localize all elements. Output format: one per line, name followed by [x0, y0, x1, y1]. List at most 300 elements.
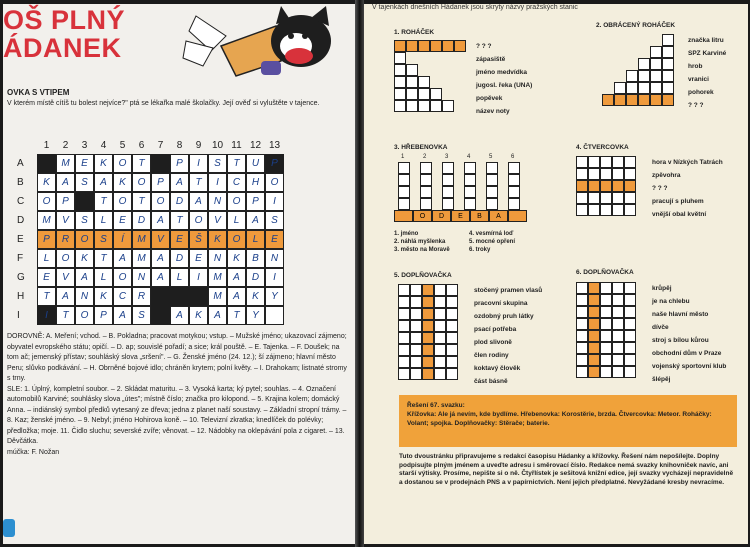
doplnovacka-5-cell: [434, 368, 446, 380]
row-letter: G: [17, 272, 25, 283]
ctvercovka-cell: [600, 204, 612, 216]
clue-label: koktavý člověk: [474, 365, 521, 372]
crossword-cell: A: [227, 287, 246, 306]
doplnovacka-5-cell: [422, 320, 434, 332]
crossword-cell: S: [132, 306, 151, 325]
page-gutter: [355, 0, 364, 547]
crossword-cell: P: [37, 230, 56, 249]
crossword-cell: A: [170, 173, 189, 192]
clue-label: 4. vesmírná loď: [469, 231, 514, 237]
comb-cell: [398, 174, 410, 186]
crossword-cell: V: [56, 268, 75, 287]
rohacek-cell: [454, 64, 466, 76]
section-4-labels: [652, 156, 723, 221]
reverse-rohacek-cell: [626, 82, 638, 94]
title-line-1: OŠ PLNÝ: [3, 5, 126, 35]
crossword-cell: Y: [246, 306, 265, 325]
comb-cell: [442, 198, 454, 210]
rohacek-cell: [454, 76, 466, 88]
doplnovacka-5-cell: [398, 356, 410, 368]
crossword-cell: K: [94, 287, 113, 306]
doplnovacka-5-cell: [422, 368, 434, 380]
ctvercovka-cell: [576, 204, 588, 216]
doplnovacka-6-cell: [624, 294, 636, 306]
section-2-title: 2. OBRÁCENÝ ROHÁČEK: [596, 22, 676, 29]
rohacek-cell: [430, 100, 442, 112]
doplnovacka-5-cell: [398, 284, 410, 296]
doplnovacka-6-cell: [588, 282, 600, 294]
comb-cell: [420, 162, 432, 174]
crossword-cell: O: [113, 268, 132, 287]
solution-title: Řešení 67. svazku:: [407, 402, 465, 409]
crossword-cell: K: [94, 154, 113, 173]
crossword-cell: O: [56, 249, 75, 268]
crossword-cell: M: [37, 211, 56, 230]
reverse-rohacek-cell: [626, 34, 638, 46]
clue-label: jugosl. řeka (UNA): [476, 82, 533, 89]
rohacek-cell: [418, 76, 430, 88]
clue-label: ? ? ?: [688, 102, 704, 109]
crossword-cell: Š: [189, 230, 208, 249]
doplnovacka-6-cell: [600, 318, 612, 330]
rohacek-cell: [442, 88, 454, 100]
doplnovacka-5-cell: [446, 308, 458, 320]
crossword-cell: T: [227, 154, 246, 173]
crossword-cell: N: [132, 268, 151, 287]
reverse-rohacek-cell: [650, 58, 662, 70]
ctvercovka-cell: [588, 204, 600, 216]
crossword-cell: O: [37, 192, 56, 211]
crossword-cell: A: [56, 287, 75, 306]
doplnovacka-6-cell: [612, 366, 624, 378]
reverse-rohacek-cell: [638, 58, 650, 70]
crossword-cell: A: [189, 192, 208, 211]
ctvercovka-cell: [612, 180, 624, 192]
doplnovacka-6-cell: [624, 354, 636, 366]
crossword-cell: D: [170, 249, 189, 268]
comb-bottom-cell: [508, 210, 527, 222]
section-3-title: 3. HŘEBENOVKA: [394, 144, 448, 151]
ctvercovka-cell: [624, 204, 636, 216]
clue-label: 3. město na Moravě: [394, 247, 450, 253]
crossword-cell: S: [94, 230, 113, 249]
crossword-cell: [151, 154, 170, 173]
ctvercovka-cell: [624, 156, 636, 168]
section-6-title: 6. DOPLŇOVAČKA: [576, 269, 634, 276]
clue-label: 1. jméno: [394, 231, 419, 237]
section-4-grid: [576, 156, 636, 216]
clue-label: značka litru: [688, 37, 724, 44]
ctvercovka-cell: [624, 192, 636, 204]
crossword-cell: H: [246, 173, 265, 192]
rohacek-cell: [442, 76, 454, 88]
crossword-cell: O: [265, 173, 284, 192]
clue-label: zápasiště: [476, 56, 506, 63]
comb-bottom-cell: A: [489, 210, 508, 222]
crossword-cell: P: [265, 154, 284, 173]
doplnovacka-6-cell: [612, 294, 624, 306]
doplnovacka-6-cell: [588, 294, 600, 306]
comb-cell: [508, 174, 520, 186]
reverse-rohacek-cell: [638, 70, 650, 82]
rohacek-cell: [430, 64, 442, 76]
rohacek-cell: [430, 52, 442, 64]
reverse-rohacek-cell: [602, 70, 614, 82]
crossword-cell: Í: [113, 230, 132, 249]
comb-column-number: 5: [489, 154, 493, 160]
crossword-cell: D: [246, 268, 265, 287]
rohacek-cell: [406, 100, 418, 112]
reverse-rohacek-cell: [650, 34, 662, 46]
crossword-cell: T: [94, 192, 113, 211]
crossword-cell: K: [37, 173, 56, 192]
crossword-cell: N: [265, 249, 284, 268]
vertical-clues: SLE: 1. Úplný, kompletní soubor. – 2. Skládat maturitu. – 3. Vysoká karta; ký pytel; souhlas. – 4. Označení automobilů Karviné; souhlásky slova „útes"; místně číslo; značka pro kilopond. – 5. Krajina kolem; domácký Anna. – indiánský symbol předků vytesaný ze dřeva; jedna z planet naší soustavy. – Základní stropní trámy. – 8. Kaz; ženské jméno. – 9. Nebyl; jméno Hohirova koně. – 10. Televizní zkratka; knedlíček do polévky; předložka; moje. 11. Čidlo sluchu; severské zvíře; věnovat. – 12. Nádobky na oklepávání pola z cigaret. – 13. Děvčátka.: [7, 385, 347, 445]
rohacek-cell: [394, 76, 406, 88]
crossword-cell: I: [189, 154, 208, 173]
crossword-cell: M: [132, 249, 151, 268]
reverse-rohacek-cell: [638, 82, 650, 94]
crossword-cell: T: [56, 306, 75, 325]
crossword-cell: B: [246, 249, 265, 268]
comb-cell: [464, 174, 476, 186]
section-6-grid: [576, 282, 636, 378]
crossword-cell: O: [75, 306, 94, 325]
doplnovacka-6-cell: [612, 282, 624, 294]
right-top-line: V tajenkách dnešních Hádanek jsou skryty názvy pražských stanic: [372, 4, 578, 11]
doplnovacka-6-cell: [588, 342, 600, 354]
crossword-cell: [37, 154, 56, 173]
clue-label: pracují s pluhem: [652, 198, 704, 205]
crossword-intro: V kterém místě cítíš tu bolest nejvíce?" ptá se lékařka malé školačky. Její ověď si vyluštěte v tajence.: [7, 100, 320, 107]
clue-label: ? ? ?: [652, 185, 668, 192]
crossword-cell: A: [246, 211, 265, 230]
crossword-cell: C: [227, 173, 246, 192]
clue-label: SPZ Karviné: [688, 50, 727, 57]
clue-label: vojenský sportovní klub: [652, 363, 727, 370]
left-page: [3, 4, 355, 544]
rohacek-cell: [418, 52, 430, 64]
crossword-cell: I: [189, 268, 208, 287]
row-letter: D: [17, 215, 25, 226]
rohacek-cell: [406, 64, 418, 76]
rohacek-cell: [442, 52, 454, 64]
rohacek-cell: [454, 40, 466, 52]
crossword-cell: V: [208, 211, 227, 230]
column-number: 13: [268, 140, 281, 151]
doplnovacka-5-cell: [446, 332, 458, 344]
crossword-cell: A: [208, 306, 227, 325]
doplnovacka-5-cell: [410, 320, 422, 332]
crossword-cell: O: [189, 211, 208, 230]
crossword-cell: E: [113, 211, 132, 230]
comb-cell: [508, 186, 520, 198]
doplnovacka-5-cell: [422, 308, 434, 320]
doplnovacka-5-cell: [410, 308, 422, 320]
crossword-cell: O: [151, 192, 170, 211]
doplnovacka-5-cell: [410, 368, 422, 380]
crossword-cell: K: [75, 249, 94, 268]
crossword-cell: L: [37, 249, 56, 268]
doplnovacka-6-cell: [600, 306, 612, 318]
comb-cell: [442, 186, 454, 198]
rohacek-cell: [418, 40, 430, 52]
doplnovacka-6-cell: [588, 354, 600, 366]
ctvercovka-cell: [612, 192, 624, 204]
doplnovacka-6-cell: [600, 366, 612, 378]
rohacek-cell: [394, 88, 406, 100]
rohacek-cell: [406, 76, 418, 88]
crossword-cell: K: [189, 306, 208, 325]
crossword-cell: Y: [265, 287, 284, 306]
crossword-cell: T: [37, 287, 56, 306]
rohacek-cell: [406, 52, 418, 64]
comb-column-number: 2: [423, 154, 427, 160]
rohacek-cell: [430, 88, 442, 100]
column-numbers: [37, 140, 284, 151]
crossword-subtitle: OVKA S VTIPEM: [7, 88, 70, 97]
crossword-cell: L: [227, 211, 246, 230]
reverse-rohacek-cell: [662, 46, 674, 58]
crossword-cell: [265, 306, 284, 325]
doplnovacka-5-cell: [398, 368, 410, 380]
solution-text: Křížovka: Ale já nevím, kde bydlíme. Hřebenovka: Korostěrie, brzda. Čtvercovka: Meteor. Roháčky: Volant; spojka. Doplňovačky: Stěrače; baterie.: [407, 411, 712, 427]
crossword-grid: [37, 154, 284, 325]
crossword-cell: [151, 287, 170, 306]
reverse-rohacek-cell: [626, 70, 638, 82]
doplnovacka-6-cell: [576, 282, 588, 294]
ctvercovka-cell: [576, 192, 588, 204]
crossword-cell: S: [75, 173, 94, 192]
doplnovacka-6-cell: [612, 354, 624, 366]
reverse-rohacek-cell: [614, 82, 626, 94]
comb-cell: [398, 162, 410, 174]
ctvercovka-cell: [576, 168, 588, 180]
ctvercovka-cell: [588, 180, 600, 192]
crossword-cell: I: [37, 306, 56, 325]
crossword-cell: O: [113, 154, 132, 173]
crossword-cell: [189, 287, 208, 306]
clue-label: popěvek: [476, 95, 503, 102]
crossword-cell: T: [170, 211, 189, 230]
reverse-rohacek-cell: [614, 46, 626, 58]
reverse-rohacek-cell: [662, 94, 674, 106]
crossword-clues: [7, 332, 351, 458]
doplnovacka-5-cell: [434, 320, 446, 332]
column-number: 10: [211, 140, 224, 151]
crossword-cell: K: [208, 230, 227, 249]
crossword-cell: O: [75, 230, 94, 249]
ctvercovka-cell: [600, 168, 612, 180]
rohacek-cell: [406, 40, 418, 52]
ctvercovka-cell: [612, 168, 624, 180]
crossword-cell: A: [151, 249, 170, 268]
clue-label: krůpěj: [652, 285, 672, 292]
row-letter: I: [17, 310, 20, 321]
crossword-cell: A: [151, 268, 170, 287]
rohacek-cell: [418, 64, 430, 76]
doplnovacka-5-cell: [398, 320, 410, 332]
ctvercovka-cell: [612, 156, 624, 168]
crossword-cell: N: [75, 287, 94, 306]
doplnovacka-6-cell: [576, 354, 588, 366]
section-3-clues-b: [469, 230, 515, 254]
reverse-rohacek-cell: [650, 94, 662, 106]
doplnovacka-5-cell: [422, 284, 434, 296]
horizontal-clues: DOROVNĚ: A. Meření; vchod. – B. Pokladna; pracovat motykou; vstup. – Mužské jméno; ukazovací zájmeno; obyvatel evropského státu; opičí. – D. ap; souvislé pořadí; a sice; král pouště. – E. Tajenka. – F. Doušek; na tom ač; jemenský přístav; souhláský slova „sršení". – G. Ženské jméno (24. 12.); ší zájmeno; hlavní město Peru; slůvko podkávání. – H. Obrněné bojové idlo; chráněn krytem; polní květy. – I. Drahokam; listnaté stromy s trny.: [7, 333, 347, 382]
ctvercovka-cell: [588, 192, 600, 204]
row-letter: H: [17, 291, 25, 302]
comb-cell: [398, 198, 410, 210]
doplnovacka-6-cell: [612, 342, 624, 354]
clue-label: stroj s bílou kůrou: [652, 337, 709, 344]
crossword-cell: U: [246, 154, 265, 173]
comb-cell: [464, 186, 476, 198]
doplnovacka-5-cell: [398, 344, 410, 356]
crossword-cell: M: [132, 230, 151, 249]
rohacek-cell: [454, 88, 466, 100]
right-page: [364, 4, 748, 544]
doplnovacka-5-cell: [446, 356, 458, 368]
previous-solution-box: [399, 395, 737, 447]
column-number: 4: [100, 140, 107, 151]
doplnovacka-6-cell: [576, 330, 588, 342]
reverse-rohacek-cell: [626, 94, 638, 106]
crossword-cell: D: [170, 192, 189, 211]
reverse-rohacek-cell: [662, 82, 674, 94]
clue-label: vnější obal květní: [652, 211, 707, 218]
doplnovacka-5-cell: [446, 284, 458, 296]
section-5-title: 5. DOPLŇOVAČKA: [394, 272, 452, 279]
crossword-cell: R: [56, 230, 75, 249]
crossword-cell: L: [246, 230, 265, 249]
crossword-cell: A: [227, 268, 246, 287]
row-letter: A: [17, 158, 24, 169]
clue-label: vranici: [688, 76, 709, 83]
doplnovacka-5-cell: [422, 296, 434, 308]
column-number: 6: [138, 140, 145, 151]
comb-bottom-cell: O: [413, 210, 432, 222]
rohacek-cell: [406, 88, 418, 100]
clue-label: hora v Nízkých Tatrách: [652, 159, 723, 166]
crossword-cell: E: [170, 230, 189, 249]
page-title: [3, 6, 125, 62]
comb-column-number: 6: [511, 154, 515, 160]
crossword-cell: E: [37, 268, 56, 287]
doplnovacka-5-cell: [434, 308, 446, 320]
doplnovacka-6-cell: [588, 318, 600, 330]
crossword-cell: E: [189, 249, 208, 268]
doplnovacka-6-cell: [612, 318, 624, 330]
crossword-cell: C: [113, 287, 132, 306]
clue-label: člen rodiny: [474, 352, 509, 359]
crossword-cell: K: [246, 287, 265, 306]
ctvercovka-cell: [588, 168, 600, 180]
crossword-cell: A: [170, 306, 189, 325]
page-corner-badge-icon: [3, 519, 15, 537]
clue-label: pracovní skupina: [474, 300, 528, 307]
crossword-cell: N: [208, 249, 227, 268]
crossword-cell: L: [170, 268, 189, 287]
doplnovacka-5-cell: [434, 356, 446, 368]
column-number: 9: [195, 140, 202, 151]
crossword-cell: I: [208, 173, 227, 192]
reverse-rohacek-cell: [602, 34, 614, 46]
reverse-rohacek-cell: [662, 34, 674, 46]
crossword-cell: M: [208, 287, 227, 306]
reverse-rohacek-cell: [662, 58, 674, 70]
column-number: 2: [62, 140, 69, 151]
reverse-rohacek-cell: [614, 58, 626, 70]
rohacek-cell: [442, 64, 454, 76]
comb-bottom-cell: E: [451, 210, 470, 222]
rohacek-cell: [454, 52, 466, 64]
rohacek-cell: [430, 40, 442, 52]
doplnovacka-6-cell: [624, 342, 636, 354]
column-number: 12: [249, 140, 262, 151]
rohacek-cell: [430, 76, 442, 88]
crossword-cell: E: [265, 230, 284, 249]
reverse-rohacek-cell: [602, 58, 614, 70]
column-number: 8: [176, 140, 183, 151]
clue-label: 5. mocné opření: [469, 239, 516, 245]
crossword-cell: [75, 192, 94, 211]
crossword-cell: V: [56, 211, 75, 230]
crossword-cell: L: [94, 211, 113, 230]
ctvercovka-cell: [624, 180, 636, 192]
doplnovacka-5-cell: [434, 344, 446, 356]
clue-label: obchodní dům v Praze: [652, 350, 722, 357]
crossword-cell: T: [132, 154, 151, 173]
clue-label: šlépěj: [652, 376, 671, 383]
clue-label: hrob: [688, 63, 703, 70]
row-letter: E: [17, 234, 24, 245]
doplnovacka-5-cell: [410, 344, 422, 356]
comb-cell: [508, 162, 520, 174]
comb-bottom-cell: [394, 210, 413, 222]
rohacek-cell: [394, 52, 406, 64]
doplnovacka-6-cell: [600, 342, 612, 354]
clue-label: zpěvohra: [652, 172, 681, 179]
reverse-rohacek-cell: [614, 94, 626, 106]
section-5-grid: [398, 284, 458, 380]
section-4-title: 4. ČTVERCOVKA: [576, 144, 629, 151]
crossword-cell: P: [151, 173, 170, 192]
doplnovacka-5-cell: [398, 308, 410, 320]
crossword-cell: S: [75, 211, 94, 230]
doplnovacka-6-cell: [624, 366, 636, 378]
clue-label: 6. troky: [469, 247, 491, 253]
title-line-2: ÁDANEK: [3, 33, 122, 63]
reverse-rohacek-cell: [638, 46, 650, 58]
doplnovacka-6-cell: [624, 318, 636, 330]
crossword-cell: P: [246, 192, 265, 211]
rohacek-cell: [394, 40, 406, 52]
crossword-cell: M: [208, 268, 227, 287]
crossword-cell: A: [94, 173, 113, 192]
row-letter: F: [17, 253, 24, 264]
section-1-grid: [394, 40, 466, 112]
column-number: 3: [81, 140, 88, 151]
comb-cell: [486, 198, 498, 210]
crossword-cell: V: [151, 230, 170, 249]
clue-label: dívče: [652, 324, 669, 331]
doplnovacka-5-cell: [410, 296, 422, 308]
crossword-cell: A: [56, 173, 75, 192]
section-2-grid: [602, 34, 674, 106]
section-3-clues-a: [394, 230, 450, 254]
doplnovacka-5-cell: [446, 368, 458, 380]
